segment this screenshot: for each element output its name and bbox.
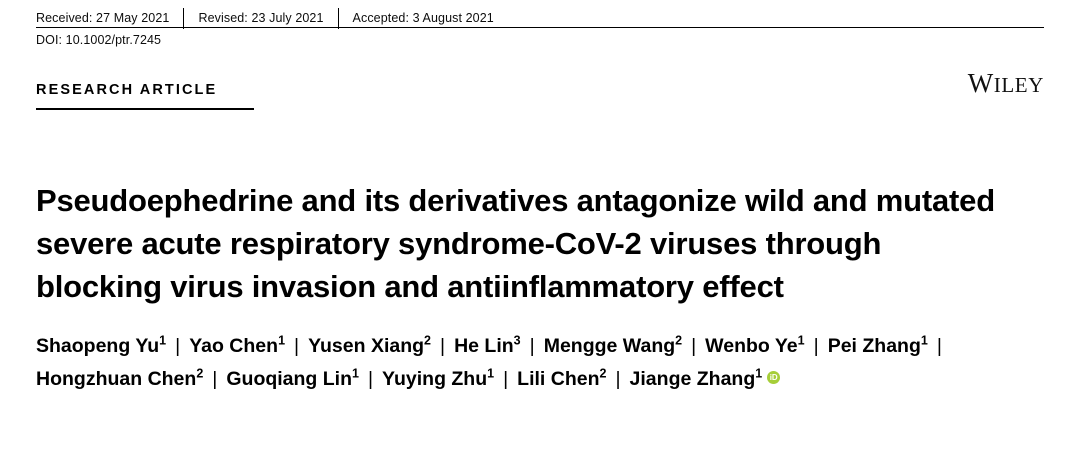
author-separator: | (615, 368, 621, 390)
author-affiliation-marker: 1 (487, 366, 495, 381)
header-rule (36, 27, 1044, 28)
article-type-underline (36, 108, 254, 110)
revised-date: Revised: 23 July 2021 (198, 11, 324, 25)
author-affiliation-marker: 1 (352, 366, 359, 381)
author-affiliation-marker: 2 (196, 366, 204, 381)
author-affiliation-marker: 1 (797, 333, 805, 348)
page-title: Pseudoephedrine and its derivatives antagonize wild and mutated severe acute respiratory syndrome-CoV-2 viruses through blocking virus invasion and antiinflammatory effect (36, 182, 995, 304)
author-affiliation-marker: 2 (675, 333, 683, 348)
author-name[interactable]: Wenbo Ye$^1$ (705, 333, 805, 357)
author-separator: | (294, 335, 300, 357)
author-name[interactable]: Guoqiang Lin$^1$ (226, 366, 359, 390)
author-name[interactable]: Yuying Zhu$^1$ (382, 366, 495, 390)
author-separator: | (813, 335, 819, 357)
author-name[interactable]: Shaopeng Yu$^1$ (36, 333, 167, 357)
author-separator: | (212, 368, 218, 390)
author-name[interactable]: Mengge Wang$^2$ (543, 333, 683, 357)
author-separator: | (503, 368, 509, 390)
author-affiliation-marker: 1 (278, 333, 286, 348)
history-divider-2 (338, 8, 339, 29)
author-affiliation-marker: 3 (513, 333, 521, 348)
wiley-logo-rest: ILEY (993, 73, 1044, 97)
author-name[interactable]: Yusen Xiang$^2$ (308, 333, 431, 357)
doi-text[interactable]: DOI: 10.1002/ptr.7245 (36, 33, 162, 47)
article-type-label: RESEARCH ARTICLE (36, 82, 218, 98)
author-affiliation-marker: 1 (755, 366, 763, 381)
orcid-icon[interactable] (767, 371, 780, 384)
author-list (36, 330, 1036, 396)
author-name[interactable]: Jiange Zhang$^1$iD (630, 368, 781, 390)
accepted-date: Accepted: 3 August 2021 (352, 11, 494, 25)
author-name[interactable]: Pei Zhang$^1$ (827, 333, 928, 357)
author-affiliation-marker: 1 (159, 333, 167, 348)
author-separator: | (440, 335, 446, 357)
author-name[interactable]: He Lin$^3$ (454, 333, 521, 357)
wiley-logo-initial: W (967, 68, 994, 98)
author-name[interactable]: Hongzhuan Chen$^2$ (36, 366, 204, 390)
author-separator: | (367, 368, 374, 390)
author-affiliation-marker: 2 (424, 333, 431, 348)
author-name[interactable]: Yao Chen$^1$ (189, 333, 286, 357)
history-divider-1 (183, 8, 184, 29)
author-name[interactable]: Lili Chen$^2$ (517, 366, 607, 390)
received-date: Received: 27 May 2021 (36, 11, 170, 25)
wiley-logo (968, 68, 1044, 99)
author-separator: | (936, 335, 942, 357)
author-separator: | (691, 335, 697, 357)
author-separator: | (175, 335, 181, 357)
author-affiliation-marker: 1 (920, 333, 928, 348)
author-separator: | (529, 335, 535, 357)
author-affiliation-marker: 2 (599, 366, 607, 381)
